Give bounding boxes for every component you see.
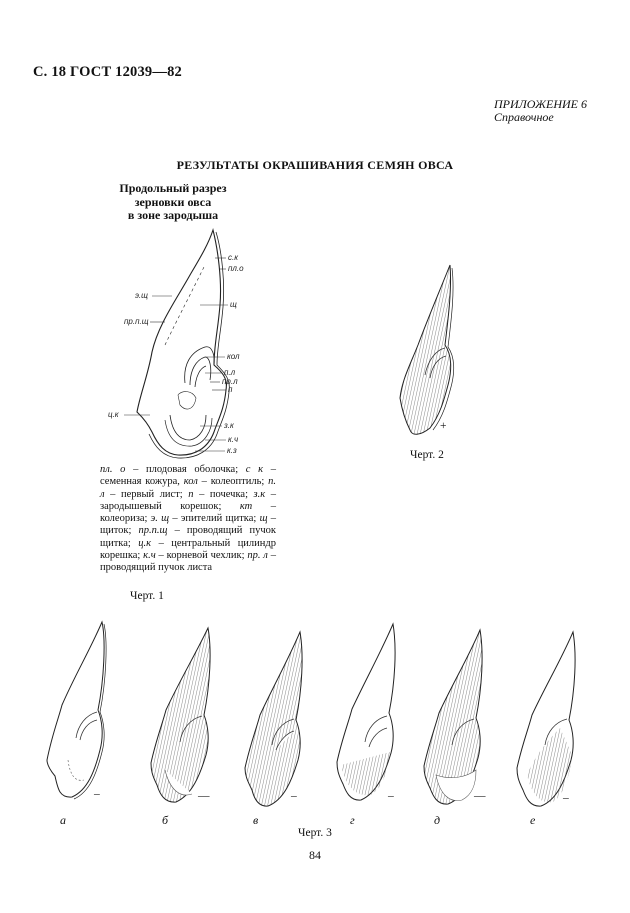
legend-abbr: пр.п.щ	[138, 525, 168, 537]
legend-text: – колеориза;	[100, 500, 276, 525]
label-p: п	[228, 385, 233, 394]
page-header: С. 18 ГОСТ 12039—82	[33, 64, 182, 80]
grain-d-letter: д	[434, 813, 441, 827]
legend-abbr: з.к	[253, 488, 266, 500]
legend-text: – семенная кожура,	[100, 464, 276, 488]
label-prpsch: пр.п.щ	[124, 317, 149, 326]
grain-a	[47, 622, 106, 799]
grain-v-mark: –	[291, 790, 297, 802]
label-sch: щ	[230, 300, 237, 309]
legend-abbr: с к	[245, 464, 264, 475]
legend-abbr: кт	[239, 500, 253, 512]
label-esch: э.щ	[135, 291, 148, 300]
grain-b-mark: —	[198, 790, 210, 802]
legend-text: – проводящий пучок щитка;	[100, 525, 276, 549]
legend-text: – корневой чехлик;	[155, 550, 248, 562]
grain-g-mark: –	[388, 790, 394, 802]
appendix-type: Справочное	[494, 110, 554, 124]
legend-text: – первый лист;	[104, 488, 189, 500]
legend-text: – эпителий щитка;	[169, 513, 260, 525]
legend-abbr: пр. л	[247, 550, 268, 562]
legend-abbr: щ	[259, 513, 268, 525]
figure1-label: Черт. 1	[130, 590, 164, 602]
caption-line: Продольный разрез	[119, 181, 227, 195]
legend-abbr: э. щ	[150, 513, 170, 525]
label-sk: с.к	[228, 253, 238, 262]
label-kol: кол	[227, 352, 240, 361]
legend-abbr: ц.к	[138, 537, 152, 549]
caption-line: зерновки овса	[134, 194, 212, 209]
grain-v-letter: в	[253, 813, 259, 827]
legend-text: – зародышевый корешок;	[100, 488, 276, 512]
grain-a-mark: –	[94, 788, 100, 800]
grain-d-mark: —	[474, 790, 486, 802]
legend-text: – центральный цилиндр корешка;	[100, 537, 276, 562]
grain-e-letter: е	[530, 813, 536, 827]
grain-g-letter: г	[350, 813, 355, 827]
label-ck: ц.к	[108, 410, 119, 419]
grain-b-letter: б	[162, 813, 169, 827]
document-title: РЕЗУЛЬТАТЫ ОКРАШИВАНИЯ СЕМЯН ОВСА	[176, 158, 454, 172]
label-plo: пл.о	[228, 264, 244, 273]
legend-text: – почечка;	[193, 488, 254, 500]
legend-text: – колеоптиль;	[197, 476, 269, 488]
label-kz: к.з	[227, 446, 237, 455]
figure2-mark: +	[440, 420, 447, 432]
page-number: 84	[309, 848, 321, 862]
grain-d	[424, 630, 482, 804]
figure2-label: Черт. 2	[410, 449, 444, 461]
legend-abbr: к.ч	[143, 550, 156, 562]
legend-text: – проводящий пучок листа	[100, 550, 276, 574]
label-kch: к.ч	[228, 435, 239, 444]
label-pl: п.л	[224, 368, 236, 377]
grain-b	[151, 628, 210, 802]
grain-e-mark: –	[563, 792, 569, 804]
grain-v	[245, 632, 302, 806]
legend-text: – щиток;	[100, 513, 276, 537]
grain-a-letter: а	[60, 813, 66, 827]
figure3-label: Черт. 3	[298, 827, 332, 839]
label-prl: пр.л	[222, 377, 238, 386]
legend-abbr: пл. о	[100, 464, 126, 475]
label-zk: з.к	[224, 421, 234, 430]
legend-abbr: кол	[183, 476, 198, 488]
grain-g	[337, 624, 395, 800]
caption-line: в зоне зародыша	[127, 208, 219, 222]
grain-e	[517, 632, 575, 806]
legend-abbr: п. л	[100, 476, 276, 500]
legend-text: – плодовая оболочка;	[125, 464, 246, 475]
appendix-title: ПРИЛОЖЕНИЕ 6	[494, 97, 587, 111]
legend-abbr: п	[188, 488, 194, 500]
